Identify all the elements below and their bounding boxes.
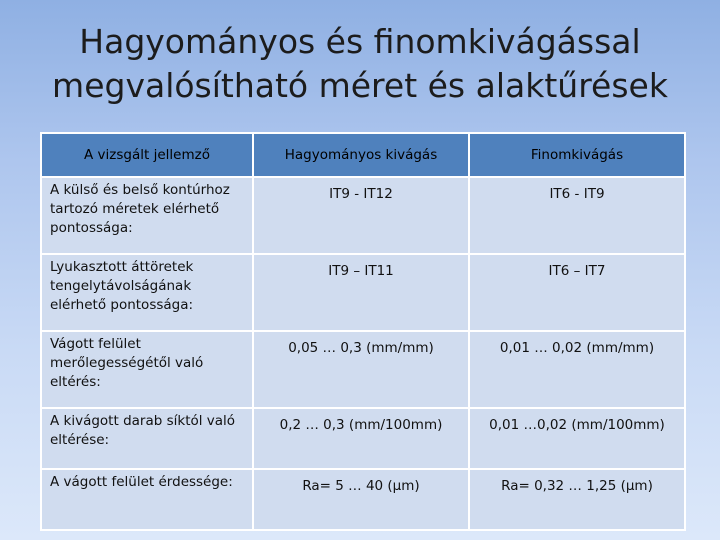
header-characteristic: A vizsgált jellemző	[41, 133, 253, 177]
title-line-1: Hagyományos és finomkivágással	[79, 22, 641, 61]
conventional-value: 0,05 … 0,3 (mm/mm)	[253, 331, 469, 408]
table-row	[41, 177, 685, 254]
header-row	[41, 133, 685, 177]
row-label: A vágott felület érdessége:	[41, 469, 253, 530]
table-row	[41, 408, 685, 469]
fine-value: 0,01 … 0,02 (mm/mm)	[469, 331, 685, 408]
row-label: Vágott felület merőlegességétől való eltérés:	[41, 331, 253, 408]
fine-value: 0,01 …0,02 (mm/100mm)	[469, 408, 685, 469]
slide-title	[0, 20, 720, 108]
row-label: A külső és belső kontúrhoz tartozó méretek elérhető pontossága:	[41, 177, 253, 254]
row-label: Lyukasztott áttöretek tengelytávolságának elérhető pontossága:	[41, 254, 253, 331]
fine-value: Ra= 0,32 … 1,25 (µm)	[469, 469, 685, 530]
fine-value: IT6 - IT9	[469, 177, 685, 254]
table-row	[41, 331, 685, 408]
row-label: A kivágott darab síktól való eltérése:	[41, 408, 253, 469]
conventional-value: IT9 – IT11	[253, 254, 469, 331]
comparison-table	[40, 132, 686, 531]
table-row	[41, 469, 685, 530]
header-conventional-blanking: Hagyományos kivágás	[253, 133, 469, 177]
conventional-value: IT9 - IT12	[253, 177, 469, 254]
fine-value: IT6 – IT7	[469, 254, 685, 331]
title-line-2: megvalósítható méret és alaktűrések	[52, 66, 668, 105]
conventional-value: 0,2 … 0,3 (mm/100mm)	[253, 408, 469, 469]
table-row	[41, 254, 685, 331]
header-fine-blanking: Finomkivágás	[469, 133, 685, 177]
conventional-value: Ra= 5 … 40 (µm)	[253, 469, 469, 530]
